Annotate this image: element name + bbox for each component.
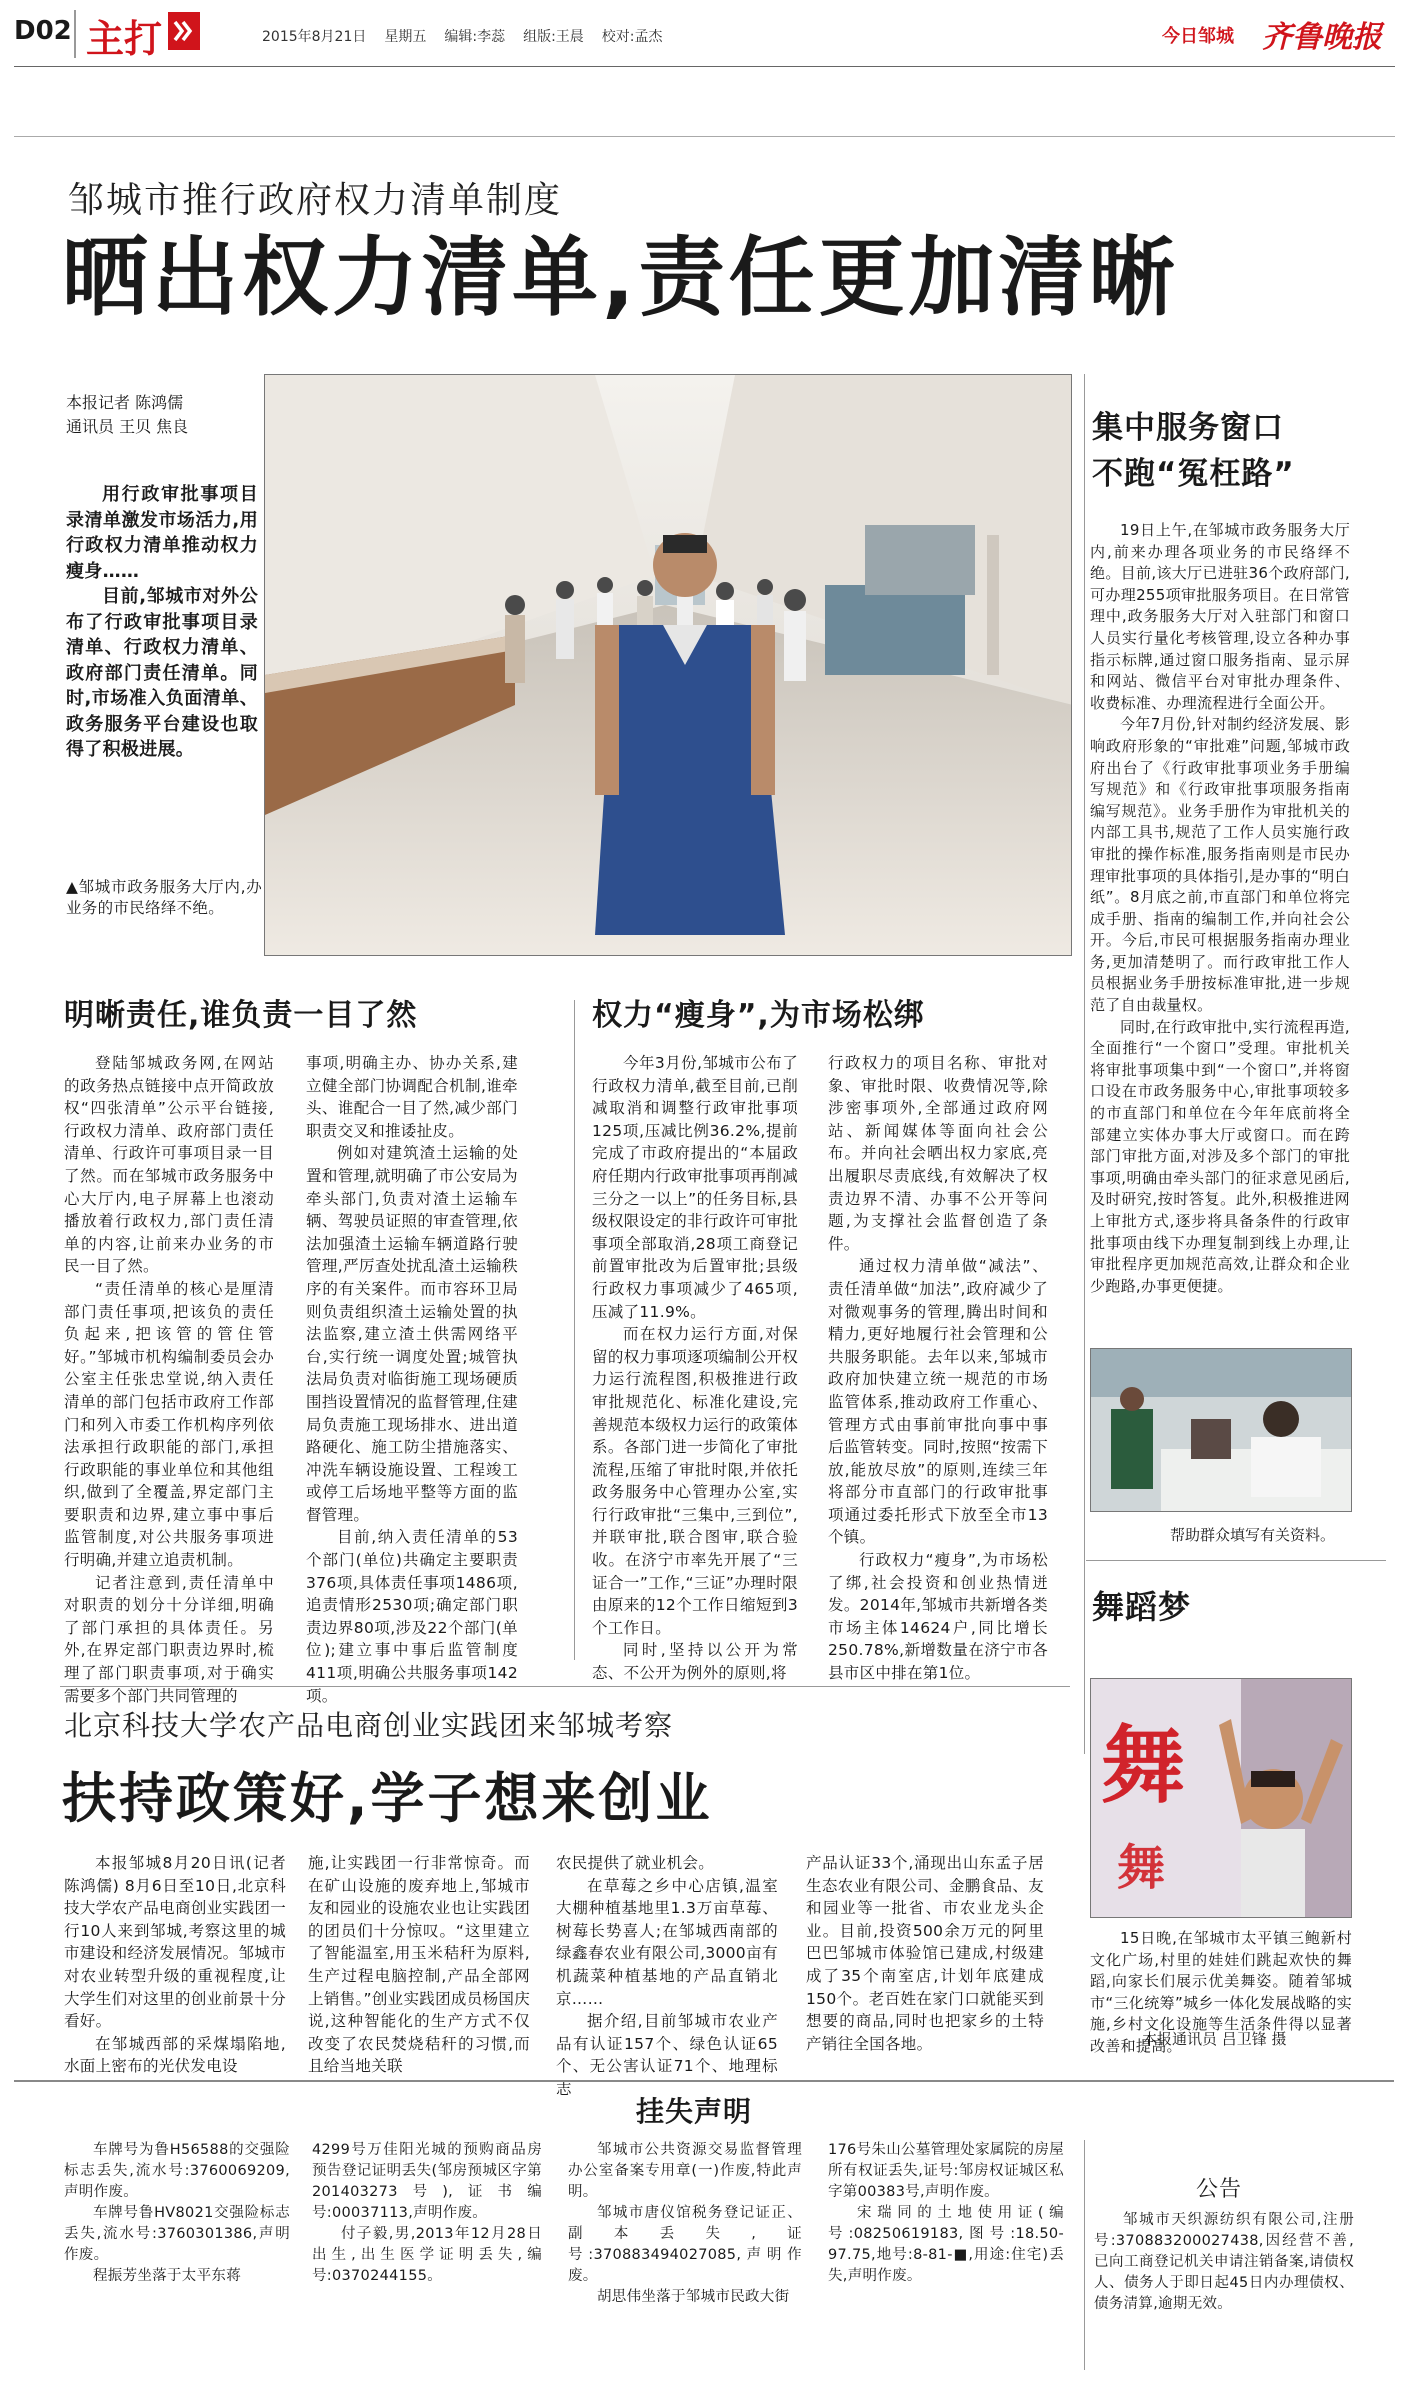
- sec-divider: [574, 1000, 575, 1660]
- lead-headline: 晒出权力清单,责任更加清晰: [62, 228, 1179, 328]
- section-chevron-icon: [168, 12, 200, 50]
- second-headline: 扶持政策好,学子想来创业: [62, 1767, 713, 1830]
- notice-10: 宋瑞同的土地使用证(编号:08250619183,图号:18.50-97.75,地号:8-81-■,用途:住宅)丢失,声明作废。: [828, 2205, 1064, 2284]
- notices-rule: [14, 2080, 1394, 2082]
- notice-3: 程振芳坐落于太平东蒋: [93, 2268, 241, 2284]
- sidebar-photo-caption: 帮助群众填写有关资料。: [1170, 1526, 1336, 1544]
- header-proof: 校对:孟杰: [601, 29, 663, 45]
- header-date: 2015年8月21日: [262, 29, 367, 45]
- sec1-col2-p3: 目前,纳入责任清单的53个部门(单位)共确定主要职责376项,具体责任事项1486项,追责情形2530项;确定部门职责边界80项,涉及22个部门(单位);建立事中事后监管制度411项,明确公共服务事项142项。: [306, 1528, 518, 1705]
- notices-col3: [568, 2140, 802, 2308]
- sec1-title: 明晰责任,谁负责一目了然: [64, 998, 418, 1033]
- sec2-col2-p3: 行政权力“瘦身”,为市场松了绑,社会投资和创业热情迸发。2014年,邹城市共新增各类市场主体14624户,同比增长250.78%,新增数量在济宁市各县市区中排在第1位。: [828, 1551, 1048, 1683]
- header-rule: [14, 66, 1395, 67]
- notices-col2: [312, 2140, 542, 2287]
- second-col1: [64, 1852, 286, 2078]
- sec1-col1-p2: “责任清单的核心是厘清部门责任事项,把该负的责任负起来,把该管的管住管好。”邹城市机构编制委员会办公室主任张忠堂说,纳入责任清单的部门包括市政府工作部门和列入市委工作机构序列依法承担行政职能的部门,承担行政职能的事业单位和其他组织,做到了全覆盖,界定部门主要职责和边界,建立事中事后监管制度,对公共服务事项进行明确,并建立追责机制。: [64, 1279, 274, 1570]
- sidebar-title-line1: 集中服务窗口: [1092, 410, 1284, 446]
- second-col3-p1: 农民提供了就业机会。: [556, 1854, 715, 1872]
- second-col1-p1: 本报邹城8月20日讯(记者 陈鸿儒) 8月6日至10日,北京科技大学农产品电商创业实践团一行10人来到邹城,考察这里的城市建设和经济发展情况。邹城市对农业转型升级的重视程度,让大学生们对这里的创业前景十分看好。: [64, 1854, 286, 2031]
- sidebar-p3: 同时,在行政审批中,实行流程再造,全面推行“一个窗口”受理。审批机关将审批事项集中到“一个窗口”,并将窗口设在市政务服务中心,审批事项较多的市直部门和单位在今年年底前将全部建立实体办事大厅或窗口。而在跨部门审批方面,对涉及多个部门的审批事项,明确由牵头部门的征求意见函后,及时研究,按时答复。此外,积极推进网上审批方式,逐步将具备条件的行政审批事项由线下办理复制到线上办理,让审批程序更加规范高效,让群众和企业少跑路,办事更便捷。: [1090, 1017, 1350, 1295]
- sec1-col2-p2: 例如对建筑渣土运输的处置和管理,就明确了市公安局为牵头部门,负责对渣土运输车辆、驾驶员证照的审查管理,依法加强渣土运输车辆道路行驶管理,严厉查处扰乱渣土运输秩序的有关案件。而市容环卫局则负责组织渣土运输处置的执法监察,建立渣土供需网络平台,实行统一调度处置;城管执法局负责对临街施工现场硬质围挡设置情况的监督管理,住建局负责施工现场排水、进出道路硬化、施工防尘措施落实、冲洗车辆设施设置、工程竣工或停工后场地平整等方面的监督管理。: [306, 1144, 518, 1524]
- sec2-col2: [828, 1052, 1048, 1685]
- notices-divider: [1084, 2140, 1085, 2370]
- dance-title: 舞蹈梦: [1092, 1588, 1192, 1626]
- sidebar-photo: [1090, 1348, 1352, 1512]
- sec2-col1-p3: 同时,坚持以公开为常态、不公开为例外的原则,将: [592, 1641, 798, 1683]
- sec2-col1-p1: 今年3月份,邹城市公布了行政权力清单,截至目前,已削减取消和调整行政审批事项125项,压减比例36.2%,提前完成了市政府提出的“本届政府任期内行政审批事项再削减三分之一以上”的任务目标,县级权限设定的非行政许可审批事项全部取消,28项工商登记前置审批改为后置审批;县级行政权力事项减少了465项,压减了11.9%。: [592, 1054, 798, 1321]
- lead-summary: [66, 482, 258, 763]
- page-number: D02: [14, 16, 72, 46]
- second-story-rule: [60, 1686, 1070, 1687]
- sidebar-p1: 19日上午,在邹城市政务服务大厅内,前来办理各项业务的市民络绎不绝。目前,该大厅已进驻36个政府部门,可办理255项审批服务项目。在日常管理中,政务服务大厅对入驻部门和窗口人员实行量化考核管理,设立各种办事指示标牌,通过窗口服务指南、显示屏和网站、微信平台对审批办理条件、收费标准、办理流程进行全面公开。: [1090, 521, 1350, 712]
- paper-logo: 齐鲁晚报: [1262, 20, 1382, 55]
- notice-5: 付子毅,男,2013年12月28日出生,出生医学证明丢失,编号:0370244155。: [312, 2226, 542, 2284]
- dance-poster-glyph: 舞: [1101, 1717, 1186, 1815]
- dance-credit: 本报通讯员 吕卫锋 摄: [1142, 2030, 1287, 2048]
- service-hall-photo: [264, 374, 1072, 956]
- announcement-title: 公告: [1196, 2177, 1243, 2202]
- sec1-col2: [306, 1052, 518, 1707]
- second-col3-p3: 据介绍,目前邹城市农业产品有认证157个、绿色认证65个、无公害认证71个、地理标志: [556, 2012, 778, 2098]
- notice-8: 胡思伟坐落于邹城市民政大街: [597, 2289, 790, 2305]
- byline-reporter: 本报记者 陈鸿儒: [66, 393, 184, 412]
- sidebar-divider: [1084, 374, 1085, 1754]
- sec2-title: 权力“瘦身”,为市场松绑: [592, 998, 925, 1033]
- notices-col4: [828, 2140, 1064, 2287]
- announcement-body: [1094, 2210, 1354, 2315]
- dance-text-p: 15日晚,在邹城市太平镇三鲍新村文化广场,村里的娃娃们跳起欢快的舞蹈,向家长们展示优美舞姿。随着邹城市“三化统筹”城乡一体化发展战略的实施,乡村文化设施等生活条件得以显著改善和提高。: [1090, 1929, 1352, 2055]
- byline-correspondent: 通讯员 王贝 焦良: [66, 417, 189, 436]
- second-col2: [308, 1852, 530, 2078]
- header-region: 今日邹城: [1162, 26, 1234, 47]
- notices-col1: [64, 2140, 290, 2287]
- dance-photo: [1090, 1678, 1352, 1918]
- second-col4-p1: 产品认证33个,涌现出山东孟子居生态农业有限公司、金鹏食品、友和园业等一批省、市农业龙头企业。目前,投资500余万元的阿里巴巴邹城市体验馆已建成,村级建成了35个南室店,计划年底建成150个。老百姓在家门口就能买到想要的商品,同时也把家乡的土特产销往全国各地。: [806, 1854, 1044, 2053]
- second-col1-p2: 在邹城西部的采煤塌陷地,水面上密布的光伏发电设: [64, 2034, 286, 2076]
- sec1-col1-p1: 登陆邹城政务网,在网站的政务热点链接中点开简政放权“四张清单”公示平台链接,行政权力清单、政府部门责任清单、行政许可事项目录一目了然。而在邹城市政务服务中心大厅内,电子屏幕上也滚动播放着行政权力,部门责任清单的内容,让前来办业务的市民一目了然。: [64, 1054, 274, 1276]
- second-col3: [556, 1852, 778, 2101]
- sidebar-p2: 今年7月份,针对制约经济发展、影响政府形象的“审批难”问题,邹城市政府出台了《行政审批事项业务手册编写规范》和《行政审批事项服务指南编写规范》。业务手册作为审批机关的内部工具书,规范了工作人员实施行政审批的操作标准,服务指南则是市民办理审批事项的具体指引,是办事的“明白纸”。8月底之前,市直部门和单位将完成手册、指南的编制工作,并向社会公开。今后,市民可根据服务指南办理业务,更加清楚明了。而行政审批工作人员根据业务手册按标准审批,进一步规范了自由裁量权。: [1090, 715, 1350, 1015]
- sec1-col1-p3: 记者注意到,责任清单中对职责的划分十分详细,明确了部门承担的具体责任。另外,在界定部门职责边界时,梳理了部门职责事项,对于确实需要多个部门共同管理的: [64, 1573, 274, 1705]
- header-weekday: 星期五: [384, 29, 427, 45]
- sec1-col2-p1: 事项,明确主办、协办关系,建立健全部门协调配合机制,谁牵头、谁配合一目了然,减少部门职责交叉和推诿扯皮。: [306, 1054, 518, 1140]
- dance-poster-glyph-2: 舞: [1117, 1840, 1166, 1896]
- sec2-col2-p2: 通过权力清单做“减法”、责任清单做“加法”,政府减少了对微观事务的管理,腾出时间和精力,更好地履行社会管理和公共服务职能。去年以来,邹城市政府加快建立统一规范的市场监管体系,推动政府工作重心、管理方式由事前审批向事中事后监管转变。同时,按照“按需下放,能放尽放”的原则,连续三年将部分市直部门的行政审批事项通过委托形式下放至全市13个镇。: [828, 1257, 1048, 1547]
- photo-caption: [66, 877, 262, 919]
- sec2-col1: [592, 1052, 798, 1685]
- announcement-text: 邹城市天织源纺织有限公司,注册号:370883200027438,因经营不善,已向工商登记机关申请注销备案,请债权人、债务人于即日起45日内办理债权、债务清算,逾期无效。: [1094, 2212, 1354, 2312]
- notice-6: 邹城市公共资源交易监督管理办公室备案专用章(一)作废,特此声明。: [568, 2142, 802, 2200]
- second-col4: [806, 1852, 1044, 2055]
- second-col3-p2: 在草莓之乡中心店镇,温室大棚种植基地里1.3万亩草莓、树莓长势喜人;在邹城西南部的绿鑫春农业有限公司,3000亩有机蔬菜种植基地的产品直销北京……: [556, 1876, 778, 2008]
- notice-2: 车牌号鲁HV8021交强险标志丢失,流水号:3760301386,声明作废。: [64, 2205, 290, 2263]
- page-divider: [74, 10, 76, 58]
- notice-7: 邹城市唐仪馆税务登记证正、副本丢失,证号:370883494027085,声明作废。: [568, 2205, 802, 2284]
- notice-4: 4299号万佳阳光城的预购商品房预告登记证明丢失(邹房预城区字第201403273号),证书编号:00037113,声明作废。: [312, 2142, 542, 2221]
- sec2-col1-p2: 而在权力运行方面,对保留的权力事项逐项编制公开权力运行流程图,积极推进行政审批规范化、标准化建设,完善规范本级权力运行的政策体系。各部门进一步简化了审批流程,压缩了审批时限,并依托政务服务中心管理办公室,实行行政审批“三集中,三到位”,并联审批,联合图审,联合验收。在济宁市率先开展了“三证合一”工作,“三证”办理时限由原来的12个工作日缩短到3个工作日。: [592, 1325, 798, 1637]
- sec1-col1: [64, 1052, 274, 1707]
- notices-title: 挂失声明: [636, 2095, 753, 2128]
- lead-summary-p1: 用行政审批事项目录清单激发市场活力,用行政权力清单推动权力瘦身……: [66, 484, 258, 582]
- second-kicker: 北京科技大学农产品电商创业实践团来邹城考察: [64, 1709, 674, 1742]
- sidebar-title-line2: 不跑“冤枉路”: [1092, 456, 1295, 492]
- second-col2-p1: 施,让实践团一行非常惊奇。而在矿山设施的废弃地上,邹城市友和园业的设施农业也让实践团的团员们十分惊叹。“这里建立了智能温室,用玉米秸秆为原料,生产过程电脑控制,产品全部网上销售。”创业实践团成员杨国庆说,这种智能化的生产方式不仅改变了农民焚烧秸秆的习惯,而且给当地关联: [308, 1854, 530, 2076]
- header-layout: 组版:王晨: [523, 29, 584, 45]
- header-editor: 编辑:李蕊: [444, 29, 506, 45]
- header-meta: [262, 26, 663, 46]
- section-title: 主打: [86, 17, 163, 61]
- lead-summary-p2: 目前,邹城市对外公布了行政审批事项目录清单、行政权力清单、政府部门责任清单。同时,市场准入负面清单、政务服务平台建设也取得了积极进展。: [66, 586, 258, 760]
- sidebar-body: [1090, 520, 1350, 1297]
- sidebar-rule: [1086, 1560, 1386, 1561]
- header-rule-bold: [14, 136, 1395, 137]
- lead-kicker: 邹城市推行政府权力清单制度: [68, 180, 563, 221]
- photo-caption-text: ▲邹城市政务服务大厅内,办业务的市民络绎不绝。: [66, 878, 262, 917]
- notice-1: 车牌号为鲁H56588的交强险标志丢失,流水号:3760069209,声明作废。: [64, 2142, 290, 2200]
- notice-9: 176号朱山公墓管理处家属院的房屋所有权证丢失,证号:邹房权证城区私字第00383号,声明作废。: [828, 2142, 1064, 2200]
- sec2-col2-p1: 行政权力的项目名称、审批对象、审批时限、收费情况等,除涉密事项外,全部通过政府网站、新闻媒体等面向社会公布。并向社会晒出权力家底,亮出履职尽责底线,有效解决了权责边界不清、办事不公开等问题,为支撑社会监督创造了条件。: [828, 1054, 1048, 1253]
